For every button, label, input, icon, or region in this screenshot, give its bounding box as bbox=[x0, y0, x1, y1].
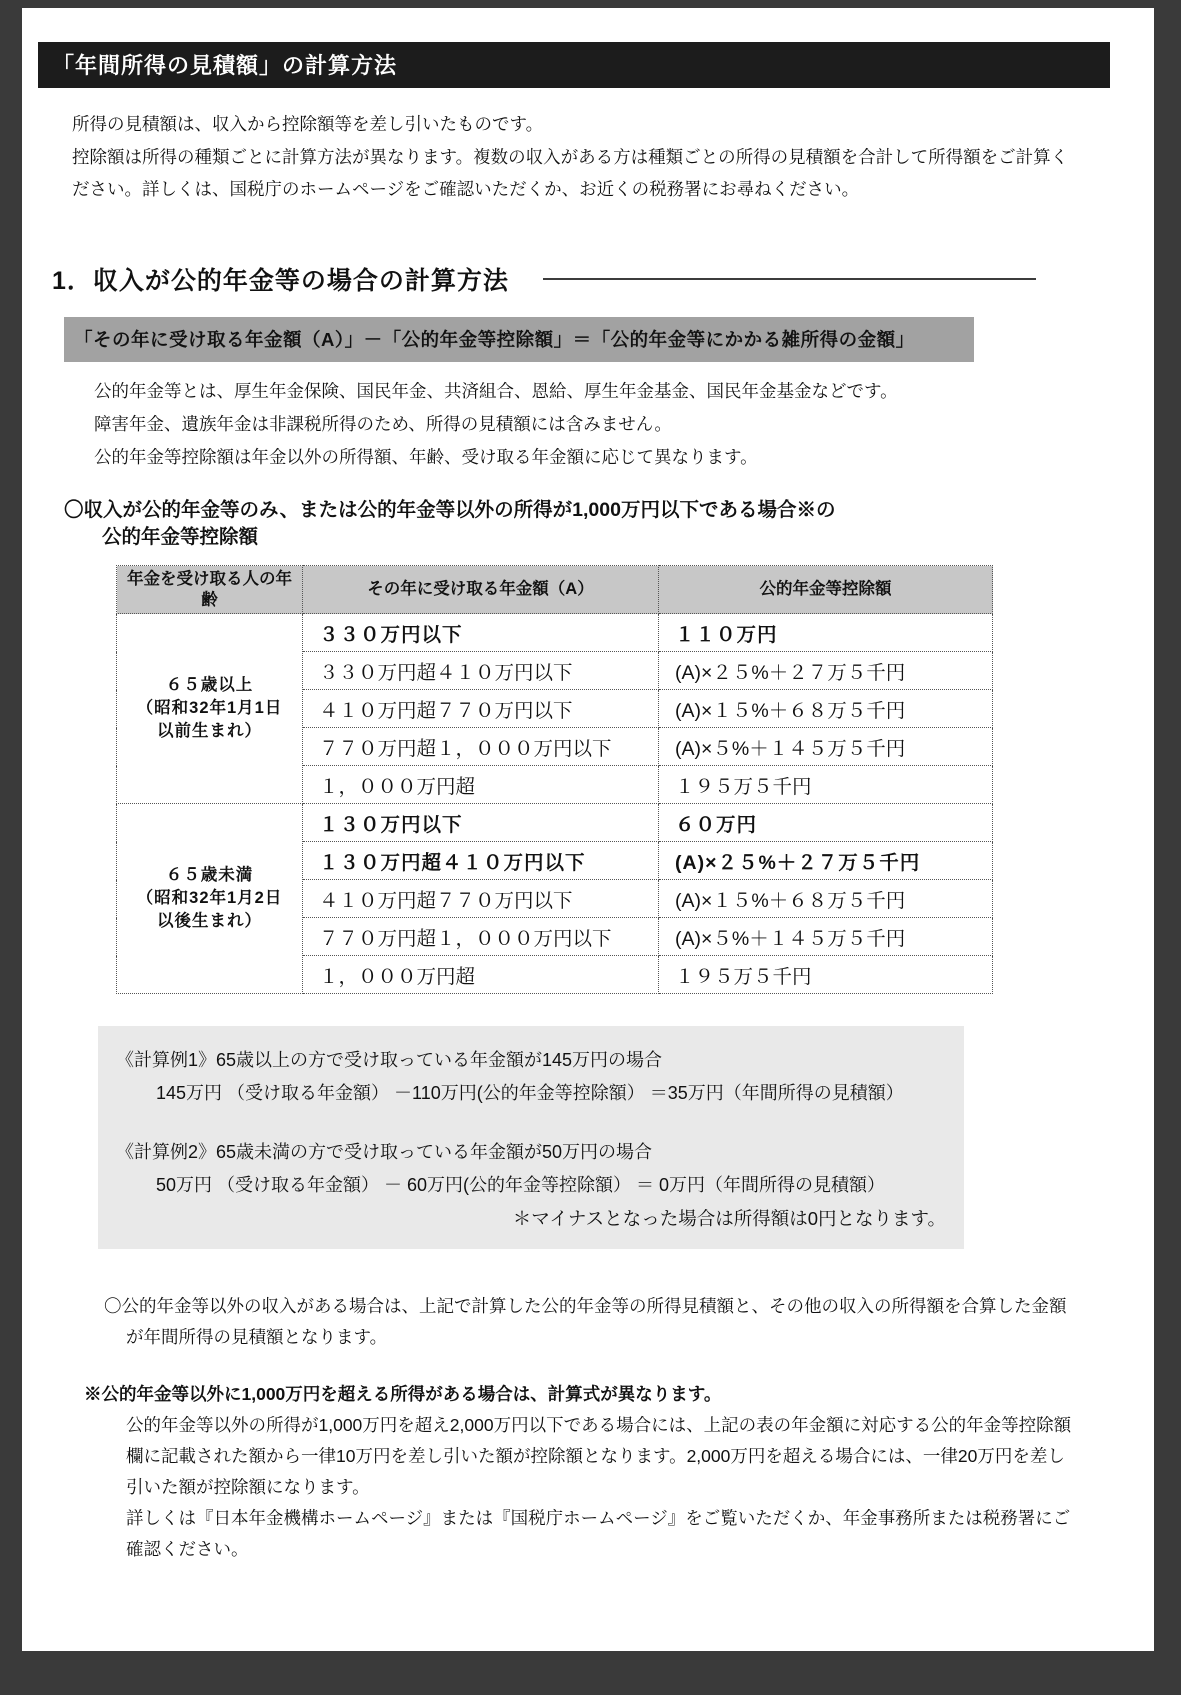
pension-amount-cell: ３３０万円超４１０万円以下 bbox=[303, 652, 659, 690]
pension-amount-cell: ４１０万円超７７０万円以下 bbox=[303, 880, 659, 918]
example2-calculation: 50万円 （受け取る年金額） － 60万円(公的年金等控除額） ＝ 0万円（年間所得の見積額） bbox=[156, 1175, 886, 1195]
deduction-cell: １９５万５千円 bbox=[659, 956, 993, 994]
age-line: 以後生まれ） bbox=[157, 912, 262, 930]
note-line-2: 障害年金、遺族年金は非課税所得のため、所得の見積額には含みません。 bbox=[94, 414, 672, 434]
deduction-cell: ６０万円 bbox=[659, 804, 993, 842]
pension-amount-cell: ７７０万円超１，０００万円以下 bbox=[303, 918, 659, 956]
age-group-under65-cell bbox=[117, 804, 303, 994]
over-10m-heading: ※公的年金等以外に1,000万円を超える所得がある場合は、計算式が異なります。 bbox=[84, 1384, 722, 1404]
deduction-cell: (A)×１５%＋６８万５千円 bbox=[659, 880, 993, 918]
deduction-cell: (A)×５%＋１４５万５千円 bbox=[659, 728, 993, 766]
other-income-note: 〇公的年金等以外の収入がある場合は、上記で計算した公的年金等の所得見積額と、その他の収入の所得額を合算した金額が年間所得の見積額となります。 bbox=[104, 1296, 1067, 1347]
note-line-1: 公的年金等とは、厚生年金保険、国民年金、共済組合、恩給、厚生年金基金、国民年金基金などです。 bbox=[94, 381, 898, 401]
example1-title: 《計算例1》65歳以上の方で受け取っている年金額が145万円の場合 bbox=[116, 1050, 663, 1070]
age-line: （昭和32年1月1日 bbox=[136, 699, 283, 717]
deduction-cell: １９５万５千円 bbox=[659, 766, 993, 804]
table-caption bbox=[64, 497, 1114, 551]
calculation-example-box bbox=[98, 1026, 964, 1249]
age-line: （昭和32年1月2日 bbox=[136, 889, 283, 907]
document-page bbox=[22, 8, 1154, 1651]
pension-notes bbox=[94, 376, 1114, 473]
pension-amount-cell: ４１０万円超７７０万円以下 bbox=[303, 690, 659, 728]
pension-deduction-table bbox=[116, 565, 993, 994]
formula-bar bbox=[64, 317, 974, 362]
document-content bbox=[22, 8, 1154, 1565]
example-spacer bbox=[116, 1110, 946, 1136]
heading-rule-line bbox=[543, 278, 1036, 280]
age-line: ６５歳未満 bbox=[165, 866, 254, 884]
formula-text: 「その年に受け取る年金額（A）」－「公的年金等控除額」＝「公的年金等にかかる雑所得の金額」 bbox=[74, 329, 915, 350]
table-caption-line-2: 公的年金等控除額 bbox=[102, 526, 259, 548]
note-line-3: 公的年金等控除額は年金以外の所得額、年齢、受け取る年金額に応じて異なります。 bbox=[94, 447, 758, 467]
deduction-cell: (A)×５%＋１４５万５千円 bbox=[659, 918, 993, 956]
age-line: 以前生まれ） bbox=[157, 722, 262, 740]
table-caption-line-1: 〇収入が公的年金等のみ、または公的年金等以外の所得が1,000万円以下である場合※の bbox=[64, 499, 836, 521]
section1-heading bbox=[52, 261, 1114, 297]
section1-heading-text: 1．収入が公的年金等の場合の計算方法 bbox=[52, 267, 509, 295]
pension-amount-cell: ３３０万円以下 bbox=[303, 614, 659, 652]
minus-result-note: ＊マイナスとなった場合は所得額は0円となります。 bbox=[512, 1208, 946, 1229]
footer-notes bbox=[38, 1291, 1080, 1565]
document-title-bar bbox=[38, 42, 1110, 88]
intro-paragraphs bbox=[72, 108, 1084, 205]
table-row bbox=[117, 804, 993, 842]
example2-title: 《計算例2》65歳未満の方で受け取っている年金額が50万円の場合 bbox=[116, 1142, 653, 1162]
table-header-row bbox=[117, 566, 993, 614]
pension-amount-cell: １，０００万円超 bbox=[303, 766, 659, 804]
deduction-cell: (A)×２５%＋２７万５千円 bbox=[659, 842, 993, 880]
deduction-cell: (A)×１５%＋６８万５千円 bbox=[659, 690, 993, 728]
example1-calculation: 145万円 （受け取る年金額） －110万円(公的年金等控除額） ＝35万円（年間所得の見積額） bbox=[156, 1083, 904, 1103]
over-10m-body: 公的年金等以外の所得が1,000万円を超え2,000万円以下である場合には、上記の表の年金額に対応する公的年金等控除額欄に記載された額から一律10万円を差し引いた額が控除額となります。2,000万円を超える場合には、一律20万円を差し引いた額が控除額になります。 bbox=[126, 1415, 1072, 1497]
header-deduction: 公的年金等控除額 bbox=[659, 566, 993, 614]
pension-amount-cell: ７７０万円超１，０００万円以下 bbox=[303, 728, 659, 766]
over-10m-detail: 詳しくは『日本年金機構ホームページ』または『国税庁ホームページ』をご覧いただくか、年金事務所または税務署にご確認ください。 bbox=[126, 1508, 1071, 1559]
deduction-cell: (A)×２５%＋２７万５千円 bbox=[659, 652, 993, 690]
intro-line-1: 所得の見積額は、収入から控除額等を差し引いたものです。 bbox=[72, 114, 544, 134]
age-line: ６５歳以上 bbox=[165, 676, 254, 694]
deduction-cell: １１０万円 bbox=[659, 614, 993, 652]
age-group-over65-cell bbox=[117, 614, 303, 804]
pension-amount-cell: １３０万円超４１０万円以下 bbox=[303, 842, 659, 880]
document-title: 「年間所得の見積額」の計算方法 bbox=[52, 53, 398, 78]
table-row bbox=[117, 614, 993, 652]
intro-line-2: 控除額は所得の種類ごとに計算方法が異なります。複数の収入がある方は種類ごとの所得の見積額を合計して所得額をご計算ください。詳しくは、国税庁のホームページをご確認いただくか、お近くの税務署にお尋ねください。 bbox=[72, 147, 1069, 199]
header-age: 年金を受け取る人の年齢 bbox=[117, 566, 303, 614]
pension-amount-cell: １，０００万円超 bbox=[303, 956, 659, 994]
header-pension-amount: その年に受け取る年金額（A） bbox=[303, 566, 659, 614]
pension-amount-cell: １３０万円以下 bbox=[303, 804, 659, 842]
